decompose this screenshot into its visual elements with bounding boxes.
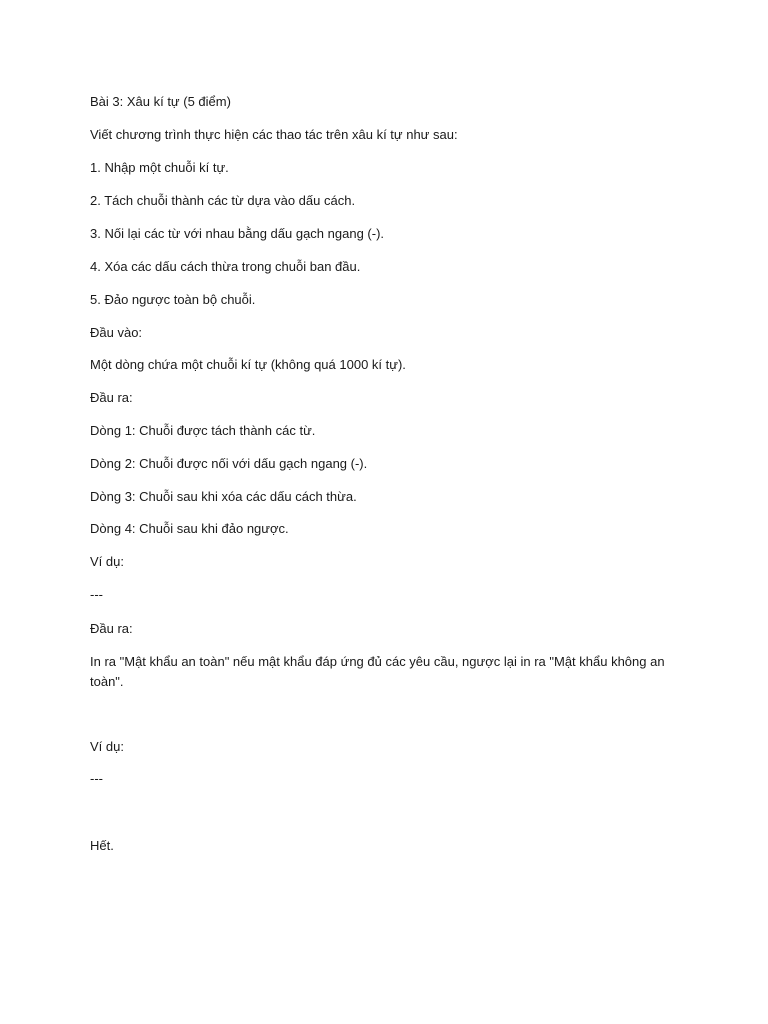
- step-3: 3. Nối lại các từ với nhau bằng dấu gạch ngang (-).: [90, 226, 385, 241]
- example-heading-2: Ví dụ:: [90, 739, 124, 754]
- end-text: Hết.: [90, 838, 114, 853]
- output-heading-2: Đầu ra:: [90, 621, 133, 636]
- password-output-text: In ra "Mật khẩu an toàn" nếu mật khẩu đáp ứng đủ các yêu cầu, ngược lại in ra "Mật khẩu không an toàn".: [90, 654, 665, 689]
- output-line-3: Dòng 3: Chuỗi sau khi xóa các dấu cách thừa.: [90, 489, 357, 504]
- separator-2: ---: [90, 771, 103, 786]
- input-description: Một dòng chứa một chuỗi kí tự (không quá 1000 kí tự).: [90, 357, 406, 372]
- step-1: 1. Nhập một chuỗi kí tự.: [90, 160, 229, 175]
- step-5: 5. Đảo ngược toàn bộ chuỗi.: [90, 292, 256, 307]
- example-heading: Ví dụ:: [90, 554, 124, 569]
- output-line-2: Dòng 2: Chuỗi được nối với dấu gạch ngang (-).: [90, 456, 368, 471]
- step-4: 4. Xóa các dấu cách thừa trong chuỗi ban đầu.: [90, 259, 361, 274]
- intro-text: Viết chương trình thực hiện các thao tác trên xâu kí tự như sau:: [90, 127, 458, 142]
- step-2: 2. Tách chuỗi thành các từ dựa vào dấu cách.: [90, 193, 356, 208]
- output-line-1: Dòng 1: Chuỗi được tách thành các từ.: [90, 423, 316, 438]
- output-heading: Đầu ra:: [90, 390, 133, 405]
- input-heading: Đầu vào:: [90, 325, 143, 340]
- separator: ---: [90, 587, 103, 602]
- exercise-title: Bài 3: Xâu kí tự (5 điểm): [90, 94, 231, 109]
- output-line-4: Dòng 4: Chuỗi sau khi đảo ngược.: [90, 521, 289, 536]
